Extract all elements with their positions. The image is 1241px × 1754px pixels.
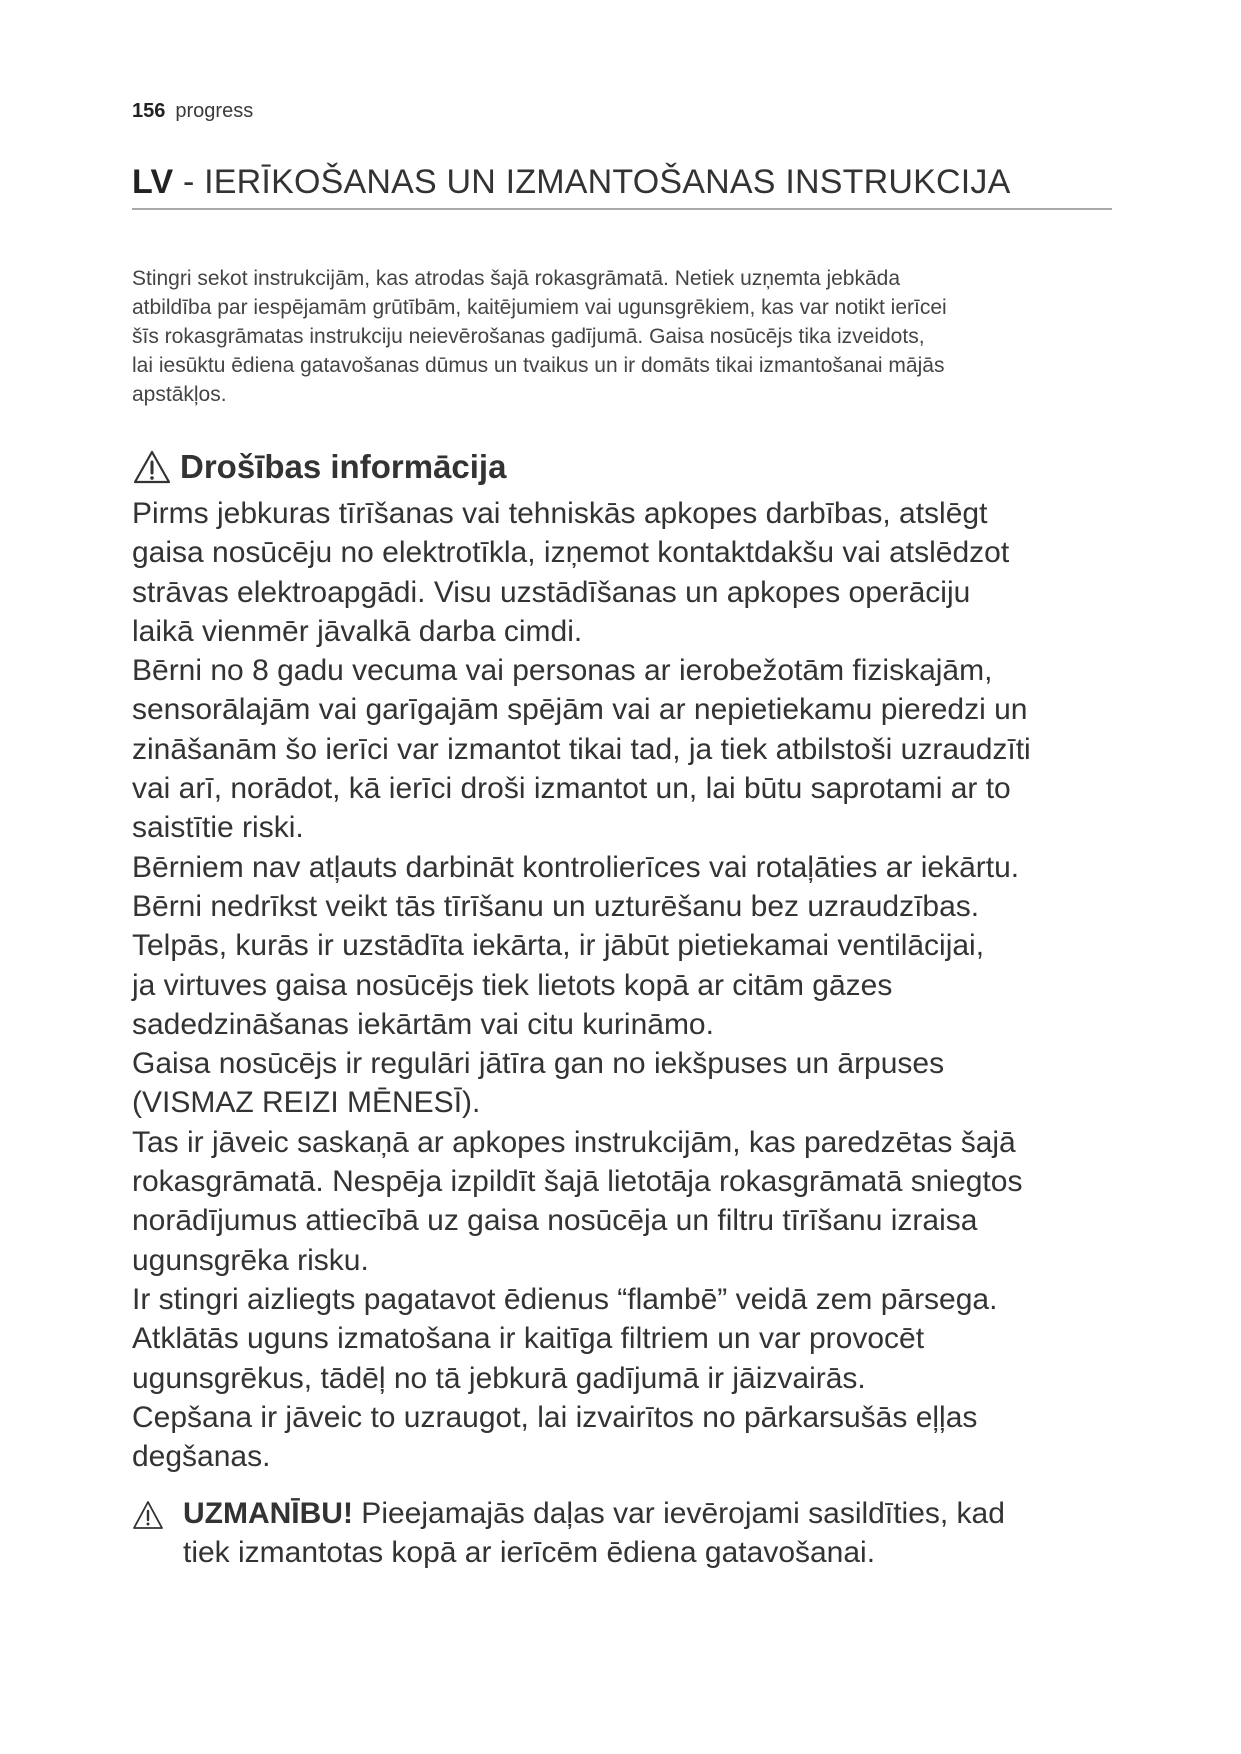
document-title: [132, 163, 1112, 210]
intro-paragraph: [132, 264, 1092, 409]
safety-line: ugunsgrēka risku.: [132, 1243, 369, 1277]
intro-line: atbildība par iespējamām grūtībām, kaitējumiem vai ugunsgrēkiem, kas var notikt ierīcei: [132, 296, 947, 319]
safety-line: sadedzināšanas iekārtām vai citu kurināmo.: [132, 1007, 714, 1041]
safety-line: strāvas elektroapgādi. Visu uzstādīšanas un apkopes operāciju: [132, 575, 971, 609]
caution-text: [183, 1494, 1132, 1572]
safety-line: Bērni nedrīkst veikt tās tīrīšanu un uzturēšanu bez uzraudzības.: [132, 889, 980, 923]
safety-line: ugunsgrēkus, tādēļ no tā jebkurā gadījumā ir jāizvairās.: [132, 1361, 866, 1395]
safety-line: vai arī, norādot, kā ierīci droši izmantot un, lai būtu saprotami ar to: [132, 772, 1011, 806]
safety-line: zināšanām šo ierīci var izmantot tikai tad, ja tiek atbilstoši uzraudzīti: [132, 732, 1031, 766]
safety-line: Telpās, kurās ir uzstādīta iekārta, ir jābūt pietiekamai ventilācijai,: [132, 929, 985, 963]
page-header: [132, 100, 253, 123]
language-code: LV: [132, 163, 174, 201]
safety-line: Tas ir jāveic saskaņā ar apkopes instrukcijām, kas paredzētas šajā: [132, 1125, 1016, 1159]
caution-label: UZMANĪBU!: [183, 1497, 353, 1530]
intro-line: Stingri sekot instrukcijām, kas atrodas šajā rokasgrāmatā. Netiek uzņemta jebkāda: [132, 267, 901, 290]
intro-line: apstākļos.: [132, 383, 227, 406]
safety-line: saistītie riski.: [132, 811, 304, 845]
safety-line: Bērni no 8 gadu vecuma vai personas ar ierobežotām fiziskajām,: [132, 654, 993, 688]
caution-line-1-text: Pieejamajās daļas var ievērojami sasildīties, kad: [352, 1497, 1005, 1530]
safety-heading-text: Drošības informācija: [180, 448, 507, 485]
safety-line: laikā vienmēr jāvalkā darba cimdi.: [132, 614, 583, 648]
safety-line: degšanas.: [132, 1440, 271, 1474]
caution-note: [132, 1494, 1132, 1572]
safety-line: gaisa nosūcēju no elektrotīkla, izņemot kontaktdakšu vai atslēdzot: [132, 536, 1010, 570]
safety-line: Atklātās uguns izmatošana ir kaitīga filtriem un var provocēt: [132, 1322, 925, 1356]
warning-triangle-icon: [132, 449, 172, 485]
caution-line: [183, 1494, 1132, 1533]
intro-line: lai iesūktu ēdiena gatavošanas dūmus un tvaikus un ir domāts tikai izmantošanai mājās: [132, 354, 945, 377]
safety-line: rokasgrāmatā. Nespēja izpildīt šajā lietotāja rokasgrāmatā sniegtos: [132, 1165, 1023, 1199]
intro-line: šīs rokasgrāmatas instrukciju neievērošanas gadījumā. Gaisa nosūcējs tika izveidots,: [132, 325, 925, 348]
safety-line: Cepšana ir jāveic to uzraugot, lai izvairītos no pārkarsušās eļļas: [132, 1400, 978, 1434]
safety-heading: [132, 448, 506, 486]
safety-line: Bērniem nav atļauts darbināt kontrolierīces vai rotaļāties ar iekārtu.: [132, 850, 1020, 884]
safety-line: Ir stingri aizliegts pagatavot ēdienus “flambē” veidā zem pārsega.: [132, 1282, 998, 1316]
page-number: 156: [132, 100, 166, 122]
safety-line: norādījumus attiecībā uz gaisa nosūcēja un filtru tīrīšanu izraisa: [132, 1204, 978, 1238]
safety-line: (VISMAZ REIZI MĒNESĪ).: [132, 1086, 481, 1120]
safety-line: ja virtuves gaisa nosūcējs tiek lietots kopā ar citām gāzes: [132, 968, 893, 1002]
document-title-text: - IERĪKOŠANAS UN IZMANTOŠANAS INSTRUKCIJA: [173, 163, 1011, 201]
safety-line: sensorālajām vai garīgajām spējām vai ar nepietiekamu pieredzi un: [132, 693, 1028, 727]
safety-line: Gaisa nosūcējs ir regulāri jātīra gan no iekšpuses un ārpuses: [132, 1047, 945, 1081]
warning-triangle-icon: [132, 1500, 164, 1530]
safety-body-text: [132, 494, 1132, 1476]
brand-name: progress: [175, 100, 254, 122]
caution-line-2: tiek izmantotas kopā ar ierīcēm ēdiena gatavošanai.: [183, 1536, 876, 1569]
safety-line: Pirms jebkuras tīrīšanas vai tehniskās apkopes darbības, atslēgt: [132, 497, 988, 530]
